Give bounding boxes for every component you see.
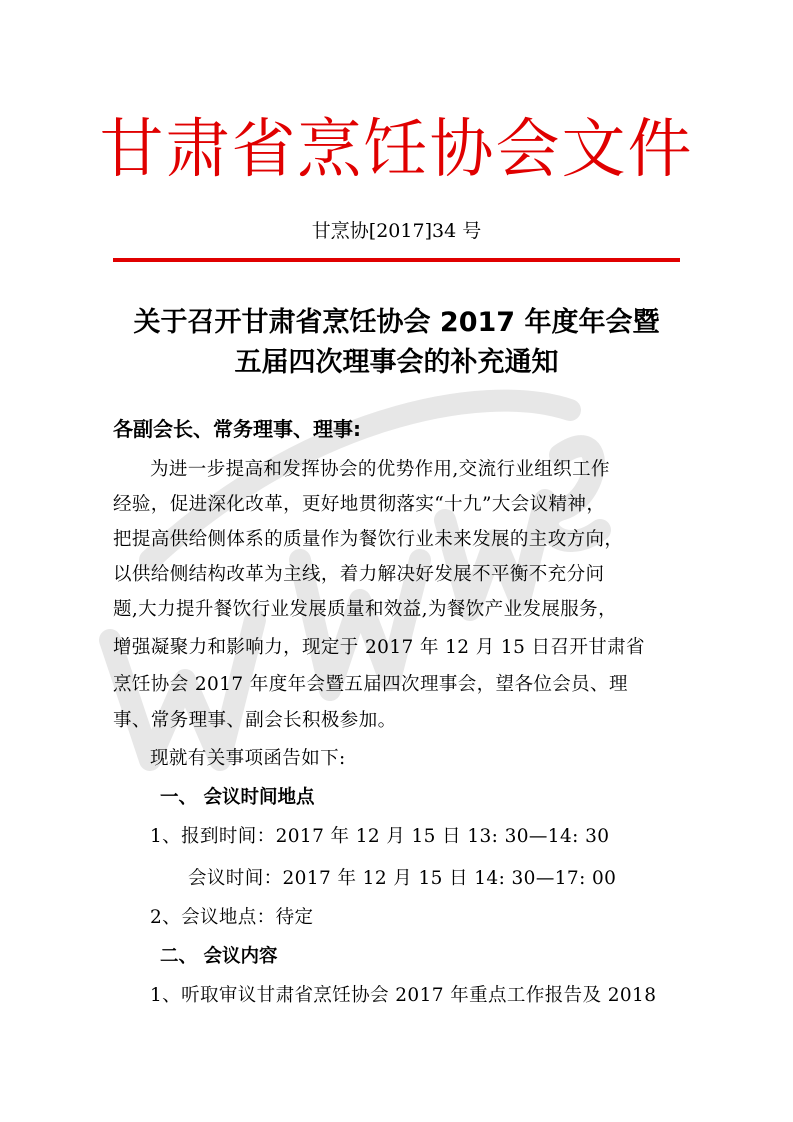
body-line-5: 题,大力提升餐饮行业发展质量和效益,为餐饮产业发展服务， xyxy=(113,599,617,620)
document-number: 甘烹协[2017]34 号 xyxy=(311,220,482,242)
body-line-3: 把提高供给侧体系的质量作为餐饮行业未来发展的主攻方向， xyxy=(113,529,624,550)
section-1-heading: 一、 会议时间地点 xyxy=(160,787,315,808)
body-line-2: 经验，促进深化改革，更好地贯彻落实“十九”大会议精神， xyxy=(113,494,606,515)
section-1-item-1b: 会议时间：2017 年 12 月 15 日 14: 30—17: 00 xyxy=(188,868,617,889)
salutation: 各副会长、常务理事、理事: xyxy=(113,417,361,441)
org-document-header: 甘肃省烹饪协会文件 xyxy=(99,113,694,187)
body-line-4: 以供给侧结构改革为主线，着力解决好发展不平衡不充分问 xyxy=(113,564,605,585)
notice-title-line-1: 关于召开甘肃省烹饪协会 2017 年度年会暨 xyxy=(133,307,660,338)
red-divider-line xyxy=(113,258,680,262)
body-line-8: 事、常务理事、副会长积极参加。 xyxy=(113,710,397,731)
notice-title xyxy=(0,303,793,383)
section-2-heading: 二、 会议内容 xyxy=(160,946,278,967)
section-2-item-1: 1、听取审议甘肃省烹饪协会 2017 年重点工作报告及 2018 xyxy=(150,985,657,1006)
body-line-6: 增强凝聚力和影响力，现定于 2017 年 12 月 15 日召开甘肃省 xyxy=(113,637,645,658)
body-intro-line: 现就有关事项函告如下: xyxy=(150,748,346,769)
body-line-1: 为进一步提高和发挥协会的优势作用,交流行业组织工作 xyxy=(150,459,610,480)
section-1-item-1: 1、报到时间：2017 年 12 月 15 日 13: 30—14: 30 xyxy=(150,826,610,847)
body-line-7: 烹饪协会 2017 年度年会暨五届四次理事会，望各位会员、理 xyxy=(113,674,628,695)
notice-title-line-2: 五届四次理事会的补充通知 xyxy=(234,347,559,378)
section-1-item-2: 2、会议地点：待定 xyxy=(150,907,314,928)
